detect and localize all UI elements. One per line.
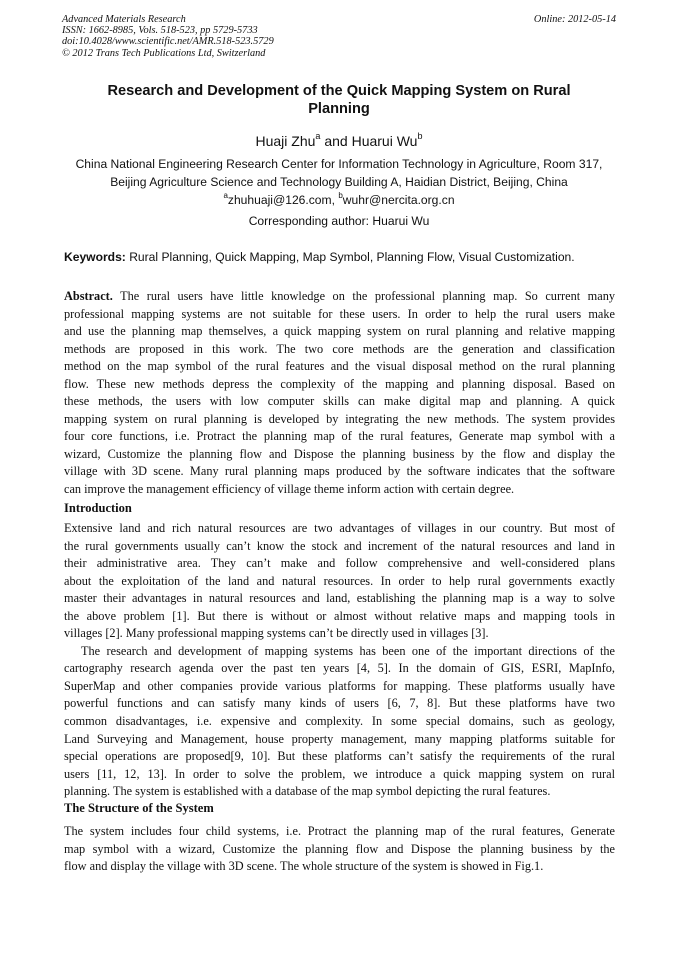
abstract xyxy=(64,288,615,499)
email-mark: b xyxy=(338,191,343,200)
text-line: cartography research agenda over the past ten years [4, 5]. In the domain of GIS, ESRI, MapInfo, xyxy=(64,661,615,676)
abstract-text: The rural users have little knowledge on the professional planning map. So current many xyxy=(112,289,615,303)
email-address: zhuhuaji@126.com, xyxy=(227,193,339,207)
keywords xyxy=(64,249,624,265)
text-line: these methods, the users with low computer skills can make digital map and planning. A quick xyxy=(64,394,615,409)
corresponding-author: Corresponding author: Huarui Wu xyxy=(248,214,430,228)
author-name: Huarui Wu xyxy=(351,133,418,149)
title-line-1: Research and Development of the Quick Mapping System on Rural xyxy=(107,83,571,99)
text-line: flow. These new methods depress the complexity of the mapping and planning disposal. Based on xyxy=(64,376,615,391)
text-line: The system includes four child systems, i.e. Protract the planning map of the rural features, Generate xyxy=(64,824,615,838)
text-line: users [11, 12, 13]. In order to solve the problem, we introduce a quick mapping system on rural xyxy=(64,766,615,781)
text-line: map symbol with a wizard, Customize the planning flow and Dispose the planning business by the xyxy=(64,841,615,856)
text-line: about the exploitation of the land and natural resources. In order to help rural governments exactly xyxy=(64,573,615,588)
text-line: wizard, Customize the planning flow and Dispose the planning business by the flow and display the xyxy=(64,446,615,461)
author-affil-mark: b xyxy=(417,131,423,141)
affiliation-line: Beijing Agriculture Science and Technology Building A, Haidian District, Beijing, China xyxy=(110,174,568,189)
section-heading-structure: The Structure of the System xyxy=(64,801,214,815)
journal-header xyxy=(62,14,616,59)
author-name: Huaji Zhu xyxy=(255,133,316,149)
paper-title xyxy=(62,82,616,118)
text-line: common disadvantages, i.e. expensive and complexity. In some special domains, such as geology, xyxy=(64,714,615,729)
abstract-label: Abstract. xyxy=(64,289,113,303)
section-heading-introduction: Introduction xyxy=(64,501,132,515)
text-line: villages [2]. Many professional mapping systems can’t be directly used in villages [3]. xyxy=(64,626,489,641)
email-mark: a xyxy=(223,191,228,200)
text-line: Land Surveying and Management, house property management, many mapping platforms suitable for xyxy=(64,731,615,746)
text-line: mapping system on rural planning is developed by integrating the new methods. The system provides xyxy=(64,411,615,426)
text-line: Extensive land and rich natural resources are two advantages of villages in our country. But most of xyxy=(64,521,615,535)
text-line: their administrative area. They can’t make and follow comprehensive and well-considered plans xyxy=(64,556,615,571)
author-list xyxy=(62,132,616,150)
text-line: flow and display the village with 3D scene. The whole structure of the system is showed in Fig.1. xyxy=(64,859,544,874)
title-line-2: Planning xyxy=(308,101,370,117)
text-line: professional mapping systems are not suitable for these users. In order to help the rural users make xyxy=(64,306,615,321)
text-line: can improve the management efficiency of village theme inform action with certain degree. xyxy=(64,482,515,497)
text-line: powerful functions and can satisfy many kinds of users [6, 7, 8]. But these platforms have two xyxy=(64,696,615,711)
author-affil-mark: a xyxy=(315,131,321,141)
text-line: the above problem [1]. But there is without or almost without relative maps and mapping tools in xyxy=(64,608,615,623)
text-line: methods are proposed in this work. The two core methods are the generation and classification xyxy=(64,341,615,356)
text-line: The research and development of mapping systems has been one of the important directions of the xyxy=(81,643,615,658)
affiliation-line: China National Engineering Research Center for Information Technology in Agriculture, Room 317, xyxy=(75,157,603,171)
online-date: Online: 2012-05-14 xyxy=(533,14,616,25)
text-line: SuperMap and other companies provide various platforms for mapping. These platforms usually have xyxy=(64,678,615,693)
text-line xyxy=(64,288,615,306)
text-line: the rural governments usually can’t know the stock and increment of the natural resources and land in xyxy=(64,538,615,553)
journal-name: Advanced Materials Research xyxy=(62,14,186,25)
text-line: and use the planning map themselves, a quick mapping system on rural planning and relative mapping xyxy=(64,324,615,339)
text-line: method on the map symbol of the rural features and the visual disposal method on the rural planning xyxy=(64,359,615,374)
text-line: master their advantages in natural resources and land, establishing the planning map is a way to solve xyxy=(64,591,615,606)
introduction-body xyxy=(64,520,615,801)
journal-copyright: © 2012 Trans Tech Publications Ltd, Switzerland xyxy=(62,47,266,59)
author-emails xyxy=(62,192,616,208)
text-line: special operations are proposed[9, 10]. But these platforms can’t satisfy the requirements of the rural xyxy=(64,749,615,764)
journal-doi: doi:10.4028/www.scientific.net/AMR.518-523.5729 xyxy=(62,36,274,48)
affiliation xyxy=(58,156,620,191)
keywords-label: Keywords: xyxy=(64,250,126,264)
journal-issn: ISSN: 1662-8985, Vols. 518-523, pp 5729-5733 xyxy=(62,25,258,37)
text-line: village with 3D scene. Many rural planning maps produced by the software indicates that the software xyxy=(64,464,615,479)
keywords-text: Rural Planning, Quick Mapping, Map Symbol, Planning Flow, Visual Customization. xyxy=(125,250,575,264)
email-address: wuhr@nercita.org.cn xyxy=(342,193,455,207)
author-conjunction: and xyxy=(320,133,352,149)
structure-body xyxy=(64,823,615,876)
text-line: planning. The system is established with a database of the map symbol depicting the rural features. xyxy=(64,784,551,799)
text-line: four core functions, i.e. Protract the planning map of the rural features, Generate map symbol with a xyxy=(64,429,615,444)
